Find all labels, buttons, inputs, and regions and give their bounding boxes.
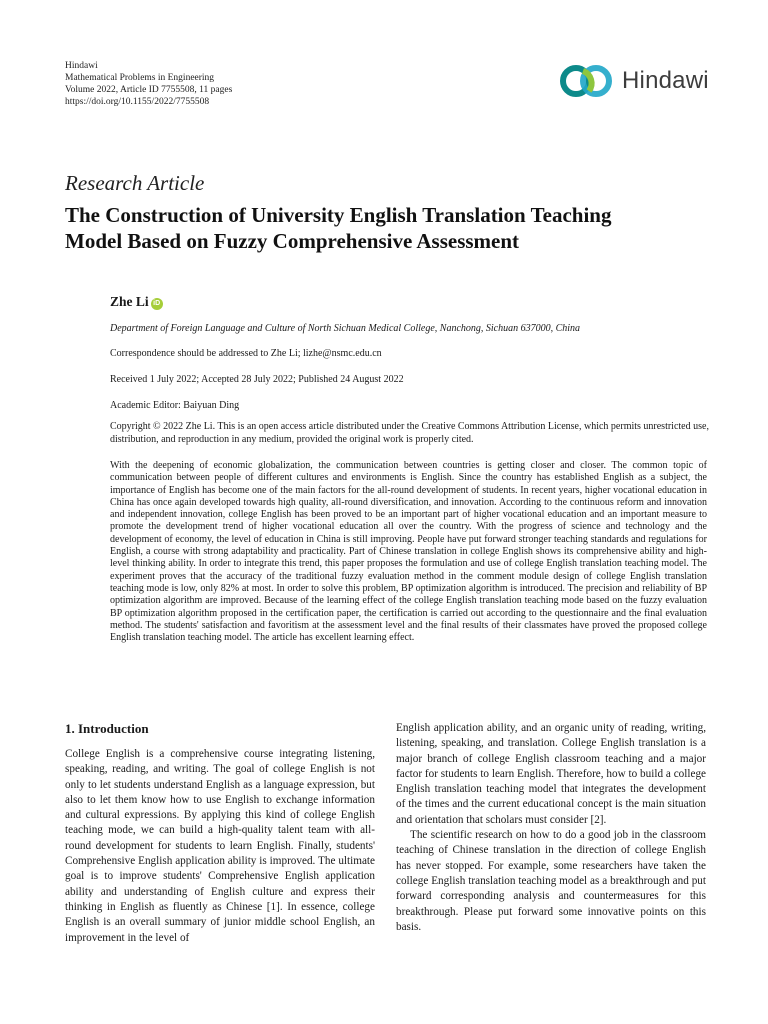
- volume-line: Volume 2022, Article ID 7755508, 11 pages: [65, 85, 233, 95]
- journal-name: Mathematical Problems in Engineering: [65, 73, 215, 83]
- right-column: [396, 721, 706, 935]
- orcid-icon[interactable]: iD: [151, 298, 163, 310]
- paragraph: College English is a comprehensive course integrating listening, speaking, reading, and writing. The goal of college English is not only to let students understand English as a language expression, but also to let them know how to use English to exchange information and cultural expressions. By applying this kind of college English teaching mode, we can build a high-quality talent team with all-round development for students to learn English. Finally, students' Comprehensive English application ability is improved. The ultimate goal is to improve students' Comprehensive English application ability and understanding of English culture and express their thinking in English as fluently as Chinese [1]. In essence, college English is an overall summary of junior middle school English, an improvement in the level of: [65, 748, 375, 944]
- journal-metadata: [65, 60, 232, 108]
- article-title-line-2: Model Based on Fuzzy Comprehensive Assessment: [65, 229, 520, 253]
- article-title: [65, 202, 715, 254]
- academic-editor: Academic Editor: Baiyuan Ding: [110, 400, 240, 411]
- article-title-line-1: The Construction of University English Translation Teaching: [65, 203, 612, 227]
- section-heading-introduction: 1. Introduction: [65, 721, 149, 736]
- publication-dates: Received 1 July 2022; Accepted 28 July 2022; Published 24 August 2022: [110, 374, 404, 385]
- affiliation: Department of Foreign Language and Culture of North Sichuan Medical College, Nanchong, Sichuan 637000, China: [110, 323, 581, 334]
- paragraph: English application ability, and an organic unity of reading, writing, listening, speaking, and translation. College English translation is a major branch of college English classroom teaching and a major factor for students to learn English. Therefore, how to build a college English translation teaching model that integrates the development of the times and the current educational concept is the main situation and orientation that scholars must consider [2].: [396, 722, 706, 826]
- author-block: [110, 294, 163, 310]
- hindawi-logo-icon: [558, 63, 618, 99]
- paragraph: The scientific research on how to do a good job in the classroom teaching of Chinese translation in the direction of college English has never stopped. For example, some researchers have taken the college English translation teaching model as a breakthrough and put forward corresponding analysis and countermeasures for this breakthrough. Please put forward some innovative points on this basis.: [396, 829, 706, 933]
- copyright-notice: Copyright © 2022 Zhe Li. This is an open access article distributed under the Creative Commons Attribution License, which permits unrestricted use, distribution, and reproduction in any medium, provided the original work is properly cited.: [110, 421, 709, 445]
- hindawi-logo-text: Hindawi: [622, 67, 709, 94]
- hindawi-logo: [558, 63, 708, 99]
- author-name: Zhe Li: [110, 294, 149, 309]
- abstract: With the deepening of economic globalization, the communication between countries is getting closer and closer. The common topic of communication between people of different cultures and environments is English. Since the country has established English as a subject, the importance of English has become one of the main factors for the all-round development of students. In recent years, higher vocational education in China has once again developed towards high quality, all-round diversification, and innovation. According to the continuous reform and innovation and independent innovation, college English has been proved to be an important part of higher vocational education and an important measure to promote the development trend of higher vocational education all over the country. With the progress of science and technology and the development of economy, the level of education in China is still improving. People have put forward stronger teaching standards and regulations for English, a course with strong adaptability and practicality. Part of Chinese translation in college English shows its comprehensive ability and high-level thinking ability. In order to integrate this trend, this paper proposes the formulation and use of college English translation teaching model. The experiment proves that the accuracy of the traditional fuzzy evaluation method in the comment module design of college English translation teaching mode is low, only 82% at most. In order to solve this problem, BP optimization algorithm is introduced. The precision and reliability of BP optimization algorithm are improved. Because of the learning effect of the college English translation teaching mode based on the fuzzy evaluation BP optimization algorithm proposed in the certification paper, the certification is carried out according to the questionnaire and the final evaluation method. The students' satisfaction and favoritism at the assessment level and the final results of their classmates have proved the proposed college English translation teaching model. The article has excellent learning effect.: [110, 460, 707, 644]
- correspondence: Correspondence should be addressed to Zhe Li; lizhe@nsmc.edu.cn: [110, 348, 382, 359]
- doi-link[interactable]: https://doi.org/10.1155/2022/7755508: [65, 97, 210, 107]
- article-type: Research Article: [65, 171, 205, 195]
- publisher-name: Hindawi: [65, 61, 98, 71]
- left-column: [65, 747, 375, 946]
